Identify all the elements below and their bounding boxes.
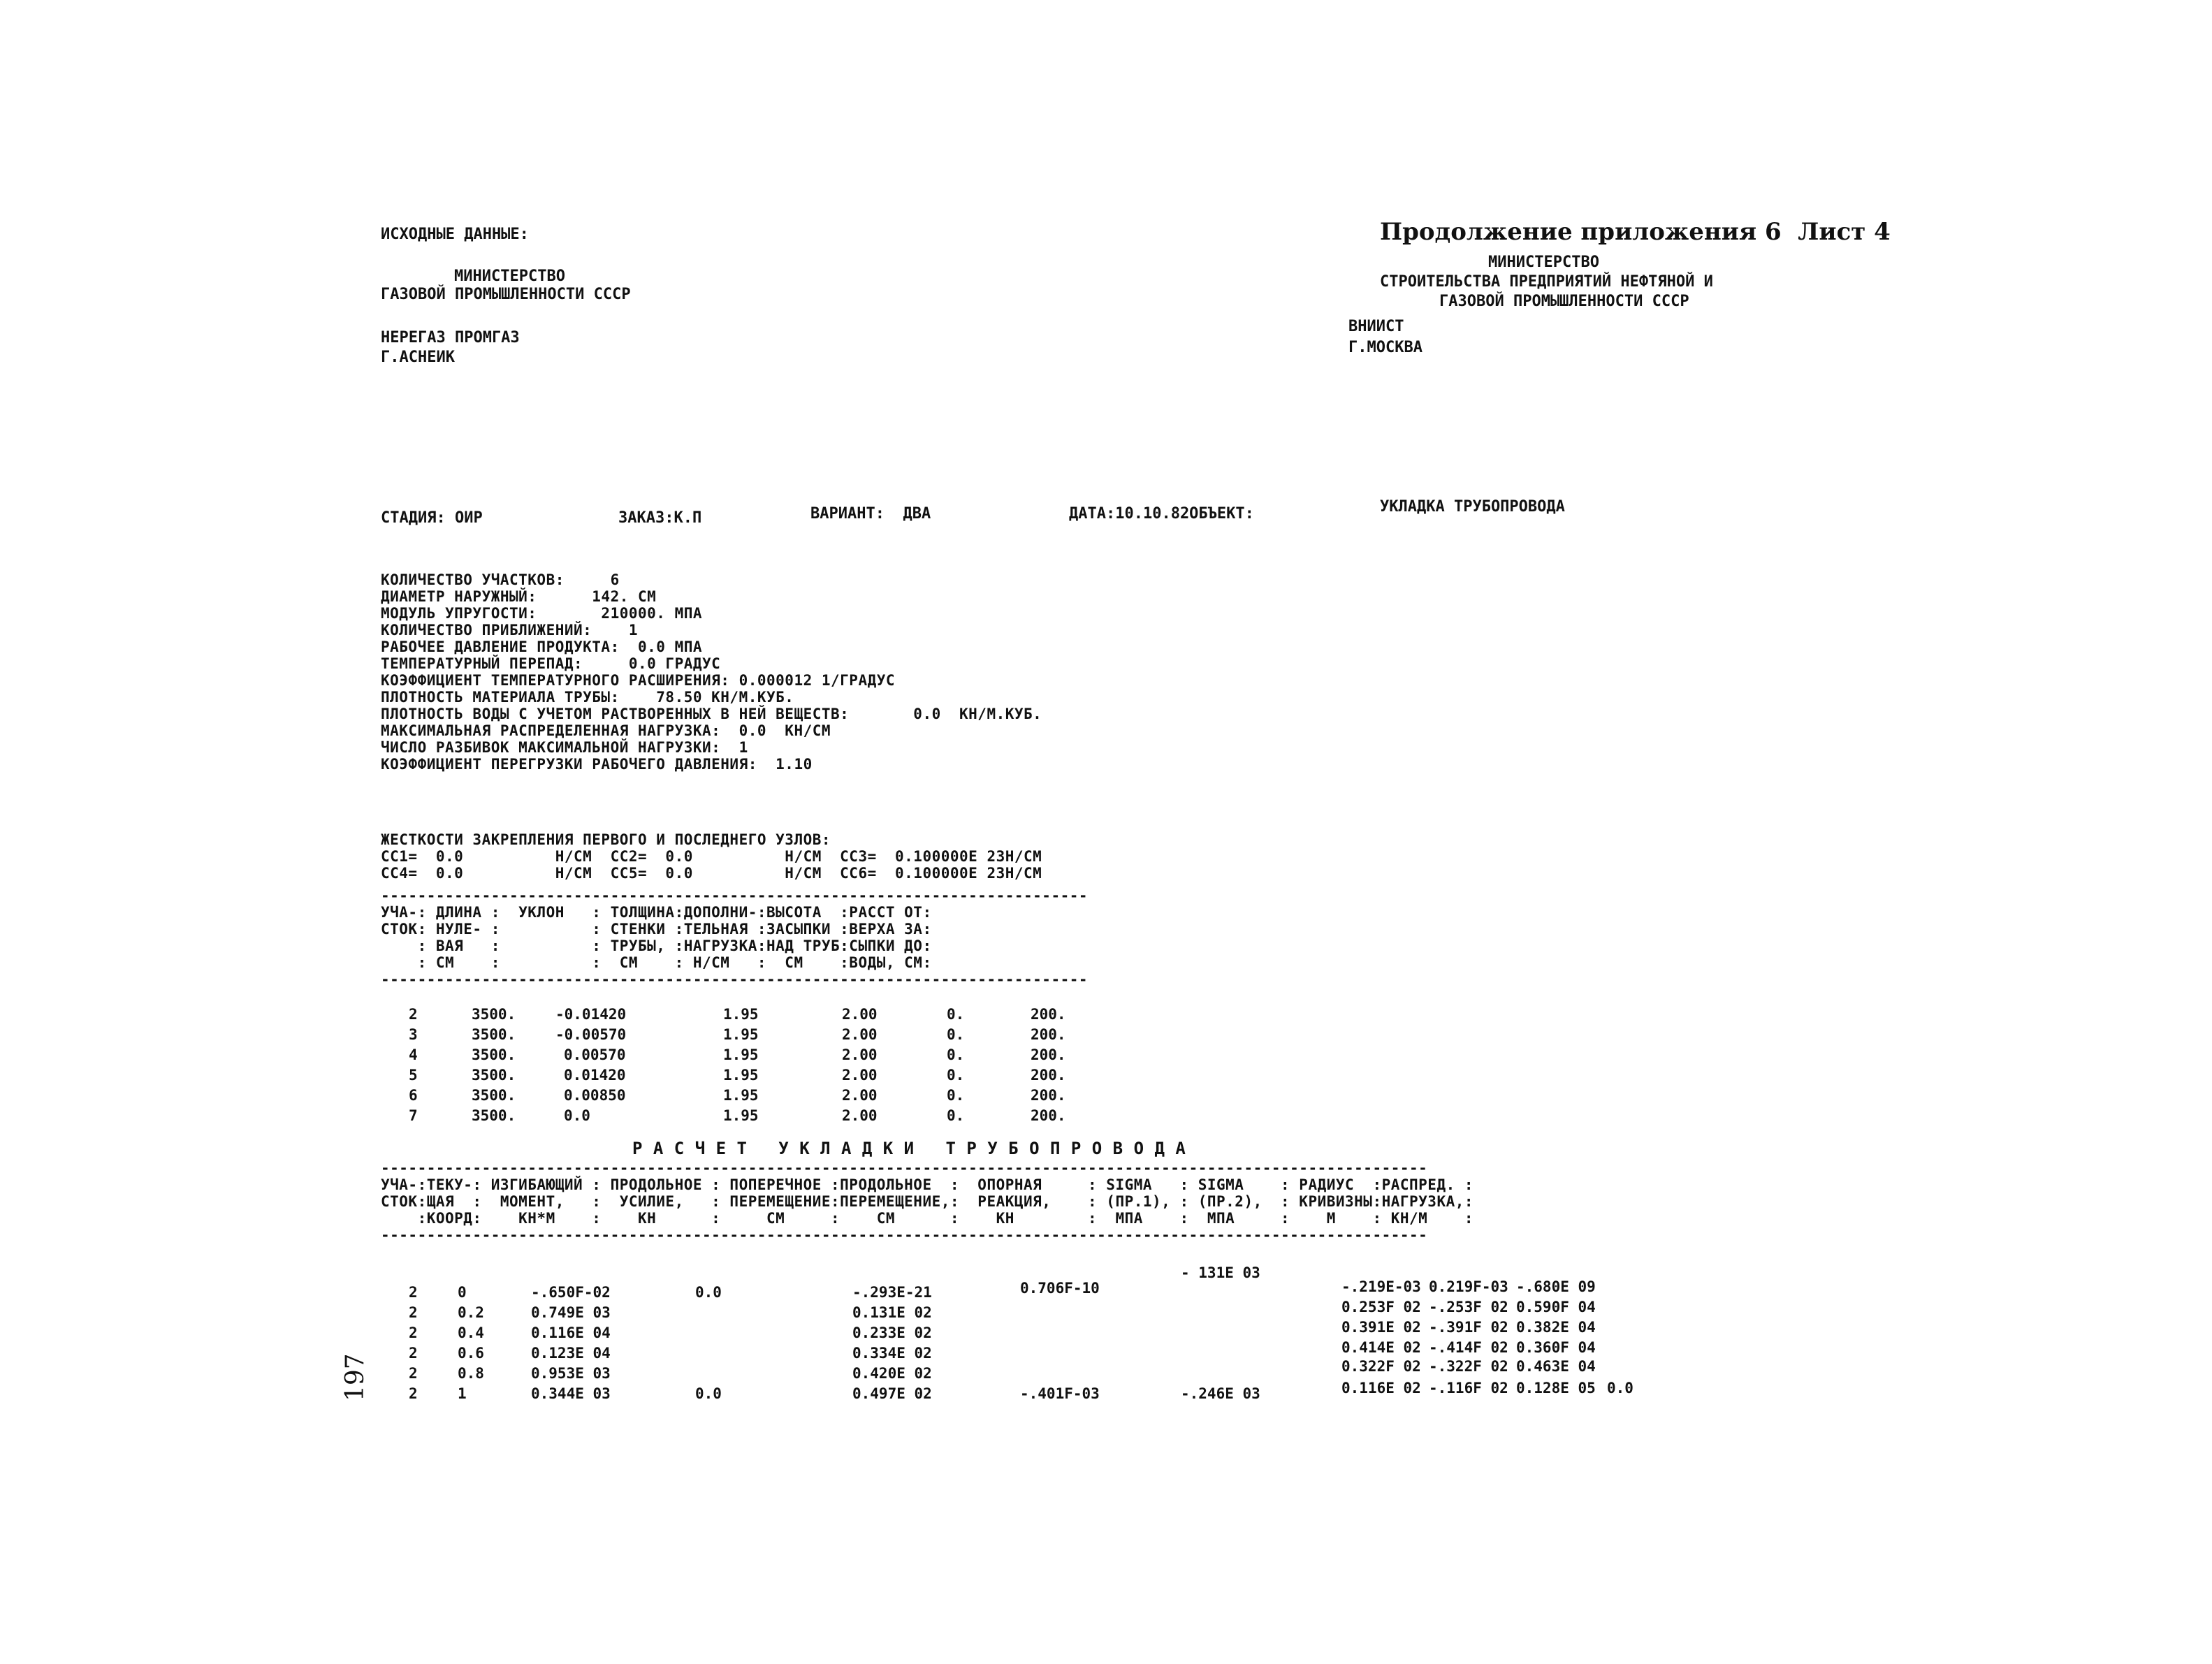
table-rule: -----------------------------------------------------------------------------	[381, 887, 1089, 904]
table-header-line: : ВАЯ : : ТРУБЫ, :НАГРУЗКА:НАД ТРУБ:СЫПКИ ДО:	[381, 937, 932, 954]
t2-radius: 0.590F 04	[1516, 1299, 1596, 1315]
table-header-line: :КООРД: КН*М : КН : СМ : СМ : КН : МПА : МПА : М : КН/М :	[381, 1210, 1474, 1227]
t1-slope: -0.00570	[555, 1026, 627, 1043]
t2-section: 2	[409, 1304, 418, 1321]
t2-section: 2	[409, 1365, 418, 1382]
t2-section: 2	[409, 1284, 418, 1301]
param-line: МОДУЛЬ УПРУГОСТИ: 210000. МПА	[381, 605, 703, 622]
t2-transverse-disp: 0.334E 02	[852, 1345, 932, 1362]
t1-thickness: 1.95	[723, 1107, 759, 1124]
t1-water-dist: 200.	[1031, 1107, 1066, 1124]
t2-radius: 0.382E 04	[1516, 1319, 1596, 1336]
sections-table-body	[381, 1006, 1149, 1132]
t2-longitudinal-disp: -.401F-03	[1020, 1385, 1100, 1402]
calc-title: Р А С Ч Е Т У К Л А Д К И Т Р У Б О П Р О В О Д А	[632, 1139, 1186, 1158]
t1-slope: 0.0	[564, 1107, 590, 1124]
t1-fill-height: 0.	[947, 1046, 965, 1063]
source-data-title: ИСХОДНЫЕ ДАННЫЕ:	[381, 226, 529, 243]
t1-slope: 0.00850	[564, 1087, 626, 1104]
t2-sigma1: 0.116E 02	[1341, 1380, 1421, 1396]
city-left: Г.АСНЕИК	[381, 349, 455, 366]
t2-sigma1: 0.414E 02	[1341, 1339, 1421, 1356]
t2-coord: 0.2	[458, 1304, 484, 1321]
t1-thickness: 1.95	[723, 1067, 759, 1083]
t2-longitudinal-disp: 0.706F-10	[1020, 1280, 1100, 1297]
t1-thickness: 1.95	[723, 1046, 759, 1063]
t2-radius: 0.360F 04	[1516, 1339, 1596, 1356]
t2-moment: 0.953E 03	[531, 1365, 611, 1382]
t1-section: 6	[409, 1087, 418, 1104]
t1-section: 4	[409, 1046, 418, 1063]
t2-axial-force: 0.0	[695, 1284, 722, 1301]
t2-sigma2: -.116F 02	[1429, 1380, 1508, 1396]
t2-sigma2: -.391F 02	[1429, 1319, 1508, 1336]
ministry-right-line3: ГАЗОВОЙ ПРОМЫШЛЕННОСТИ СССР	[1439, 293, 1689, 310]
t2-sigma2: -.253F 02	[1429, 1299, 1508, 1315]
stiffness-title: ЖЕСТКОСТИ ЗАКРЕПЛЕНИЯ ПЕРВОГО И ПОСЛЕДНЕГО УЗЛОВ:	[381, 831, 831, 848]
institute-name: ВНИИСТ	[1348, 318, 1404, 335]
t2-moment: 0.123E 04	[531, 1345, 611, 1362]
t1-slope: 0.01420	[564, 1067, 626, 1083]
param-line: ПЛОТНОСТЬ ВОДЫ С УЧЕТОМ РАСТВОРЕННЫХ В НЕЙ ВЕЩЕСТВ: 0.0 КН/М.КУБ.	[381, 706, 1042, 722]
t2-transverse-disp: -.293E-21	[852, 1284, 932, 1301]
t1-load: 2.00	[842, 1067, 878, 1083]
stiffness-row: CC4= 0.0 Н/СМ CC5= 0.0 Н/СМ CC6= 0.100000E 23Н/СМ	[381, 865, 1042, 882]
stiffness-block	[381, 831, 1042, 882]
t2-transverse-disp: 0.497E 02	[852, 1385, 932, 1402]
city-right: Г.МОСКВА	[1348, 339, 1422, 356]
param-line: КОЛИЧЕСТВО ПРИБЛИЖЕНИЙ: 1	[381, 622, 639, 638]
t2-sigma2: -.322F 02	[1429, 1358, 1508, 1375]
t1-fill-height: 0.	[947, 1067, 965, 1083]
t2-coord: 0.4	[458, 1324, 484, 1341]
t2-coord: 0	[458, 1284, 467, 1301]
param-line: КОЭФФИЦИЕНТ ТЕМПЕРАТУРНОГО РАСШИРЕНИЯ: 0.000012 1/ГРАДУС	[381, 672, 896, 689]
t1-section: 5	[409, 1067, 418, 1083]
t2-sigma1: -.219E-03	[1341, 1278, 1421, 1295]
appendix-label: Продолжение приложения 6 Лист 4	[1380, 218, 1891, 246]
t1-water-dist: 200.	[1031, 1087, 1066, 1104]
t2-radius: -.680E 09	[1516, 1278, 1596, 1295]
t1-water-dist: 200.	[1031, 1006, 1066, 1023]
param-line: РАБОЧЕЕ ДАВЛЕНИЕ ПРОДУКТА: 0.0 МПА	[381, 638, 703, 655]
t2-moment: 0.116E 04	[531, 1324, 611, 1341]
t1-slope: -0.01420	[555, 1006, 627, 1023]
t2-section: 2	[409, 1345, 418, 1362]
t2-moment: 0.344E 03	[531, 1385, 611, 1402]
t2-coord: 1	[458, 1385, 467, 1402]
t1-length: 3500.	[472, 1107, 516, 1124]
t1-load: 2.00	[842, 1107, 878, 1124]
table-header-line: СТОК: НУЛЕ- : : СТЕНКИ :ТЕЛЬНАЯ :ЗАСЫПКИ :ВЕРХА ЗА:	[381, 921, 932, 937]
t1-load: 2.00	[842, 1006, 878, 1023]
t2-load: 0.0	[1607, 1380, 1633, 1396]
t2-coord: 0.8	[458, 1365, 484, 1382]
sections-table-header	[381, 887, 1088, 988]
table-rule: ------------------------------------------------------------------------------------------------------------------	[381, 1160, 1428, 1176]
meta-stage: СТАДИЯ: ОИР	[381, 509, 483, 527]
t2-transverse-disp: 0.420E 02	[852, 1365, 932, 1382]
t1-water-dist: 200.	[1031, 1046, 1066, 1063]
ministry-line1: МИНИСТЕРСТВО	[454, 268, 565, 285]
t2-radius: 0.463E 04	[1516, 1358, 1596, 1375]
t1-length: 3500.	[472, 1046, 516, 1063]
meta-variant: ВАРИАНТ: ДВА	[810, 505, 931, 523]
meta-order: ЗАКАЗ:К.П	[618, 509, 702, 527]
t1-length: 3500.	[472, 1006, 516, 1023]
table-header-line: УЧА-:ТЕКУ-: ИЗГИБАЮЩИЙ : ПРОДОЛЬНОЕ : ПОПЕРЕЧНОЕ :ПРОДОЛЬНОЕ : ОПОРНАЯ : SIGMA : SIGMA : РАДИУС :РАСПРЕД. :	[381, 1176, 1474, 1193]
t2-moment: 0.749E 03	[531, 1304, 611, 1321]
t2-sigma1: 0.391E 02	[1341, 1319, 1421, 1336]
t1-fill-height: 0.	[947, 1006, 965, 1023]
page-number-stamp: 197	[341, 1353, 370, 1401]
stiffness-row: CC1= 0.0 Н/СМ CC2= 0.0 Н/СМ CC3= 0.100000E 23Н/СМ	[381, 848, 1042, 865]
t1-thickness: 1.95	[723, 1026, 759, 1043]
param-line: ПЛОТНОСТЬ МАТЕРИАЛА ТРУБЫ: 78.50 КН/М.КУБ.	[381, 689, 794, 706]
t2-axial-force: 0.0	[695, 1385, 722, 1402]
table-rule: -----------------------------------------------------------------------------	[381, 971, 1089, 988]
organization: НЕРЕГАЗ ПРОМГАЗ	[381, 329, 520, 346]
table-header-line: СТОК:ЩАЯ : МОМЕНТ, : УСИЛИЕ, : ПЕРЕМЕЩЕНИЕ:ПЕРЕМЕЩЕНИЕ,: РЕАКЦИЯ, : (ПР.1), : (ПР.2), : КРИВИЗНЫ:НАГРУЗКА,:	[381, 1193, 1474, 1210]
param-line: ЧИСЛО РАЗБИВОК МАКСИМАЛЬНОЙ НАГРУЗКИ: 1	[381, 739, 748, 756]
param-line: ДИАМЕТР НАРУЖНЫЙ: 142. СМ	[381, 588, 657, 605]
t1-section: 3	[409, 1026, 418, 1043]
t1-load: 2.00	[842, 1087, 878, 1104]
ministry-right-line2: СТРОИТЕЛЬСТВА ПРЕДПРИЯТИЙ НЕФТЯНОЙ И	[1380, 273, 1713, 291]
t2-sigma1: 0.253F 02	[1341, 1299, 1421, 1315]
t1-fill-height: 0.	[947, 1026, 965, 1043]
ministry-right-line1: МИНИСТЕРСТВО	[1488, 254, 1599, 271]
parameters-block	[381, 571, 1042, 773]
table-header-line: УЧА-: ДЛИНА : УКЛОН : ТОЛЩИНА:ДОПОЛНИ-:ВЫСОТА :РАССТ ОТ:	[381, 904, 932, 921]
param-line: КОЛИЧЕСТВО УЧАСТКОВ: 6	[381, 571, 620, 588]
t2-section: 2	[409, 1385, 418, 1402]
t1-length: 3500.	[472, 1026, 516, 1043]
t2-coord: 0.6	[458, 1345, 484, 1362]
param-line: МАКСИМАЛЬНАЯ РАСПРЕДЕЛЕННАЯ НАГРУЗКА: 0.0 КН/СМ	[381, 722, 831, 739]
t1-section: 2	[409, 1006, 418, 1023]
t1-load: 2.00	[842, 1026, 878, 1043]
t1-fill-height: 0.	[947, 1107, 965, 1124]
t1-thickness: 1.95	[723, 1006, 759, 1023]
reaction-top-value: - 131E 03	[1181, 1264, 1260, 1281]
param-line: КОЭФФИЦИЕНТ ПЕРЕГРУЗКИ РАБОЧЕГО ДАВЛЕНИЯ: 1.10	[381, 756, 813, 773]
t1-fill-height: 0.	[947, 1087, 965, 1104]
t1-slope: 0.00570	[564, 1046, 626, 1063]
calc-table-body	[381, 1278, 1848, 1424]
t1-length: 3500.	[472, 1067, 516, 1083]
t1-water-dist: 200.	[1031, 1026, 1066, 1043]
calc-table-header	[381, 1160, 1474, 1243]
t2-transverse-disp: 0.131E 02	[852, 1304, 932, 1321]
t1-section: 7	[409, 1107, 418, 1124]
t2-sigma2: -.414F 02	[1429, 1339, 1508, 1356]
t1-thickness: 1.95	[723, 1087, 759, 1104]
t1-load: 2.00	[842, 1046, 878, 1063]
t2-transverse-disp: 0.233E 02	[852, 1324, 932, 1341]
t2-section: 2	[409, 1324, 418, 1341]
t1-water-dist: 200.	[1031, 1067, 1066, 1083]
table-rule: ------------------------------------------------------------------------------------------------------------------	[381, 1227, 1428, 1243]
t1-length: 3500.	[472, 1087, 516, 1104]
t2-reaction: -.246E 03	[1181, 1385, 1260, 1402]
t2-sigma2: 0.219F-03	[1429, 1278, 1508, 1295]
table-header-line: : СМ : : СМ : Н/СМ : СМ :ВОДЫ, СМ:	[381, 954, 932, 971]
param-line: ТЕМПЕРАТУРНЫЙ ПЕРЕПАД: 0.0 ГРАДУС	[381, 655, 721, 672]
ministry-line2: ГАЗОВОЙ ПРОМЫШЛЕННОСТИ СССР	[381, 286, 631, 303]
t2-radius: 0.128E 05	[1516, 1380, 1596, 1396]
meta-date-object: ДАТА:10.10.82ОБЪЕКТ:	[1069, 505, 1254, 523]
meta-object-name: УКЛАДКА ТРУБОПРОВОДА	[1380, 498, 1565, 516]
t2-moment: -.650F-02	[531, 1284, 611, 1301]
t2-sigma1: 0.322F 02	[1341, 1358, 1421, 1375]
